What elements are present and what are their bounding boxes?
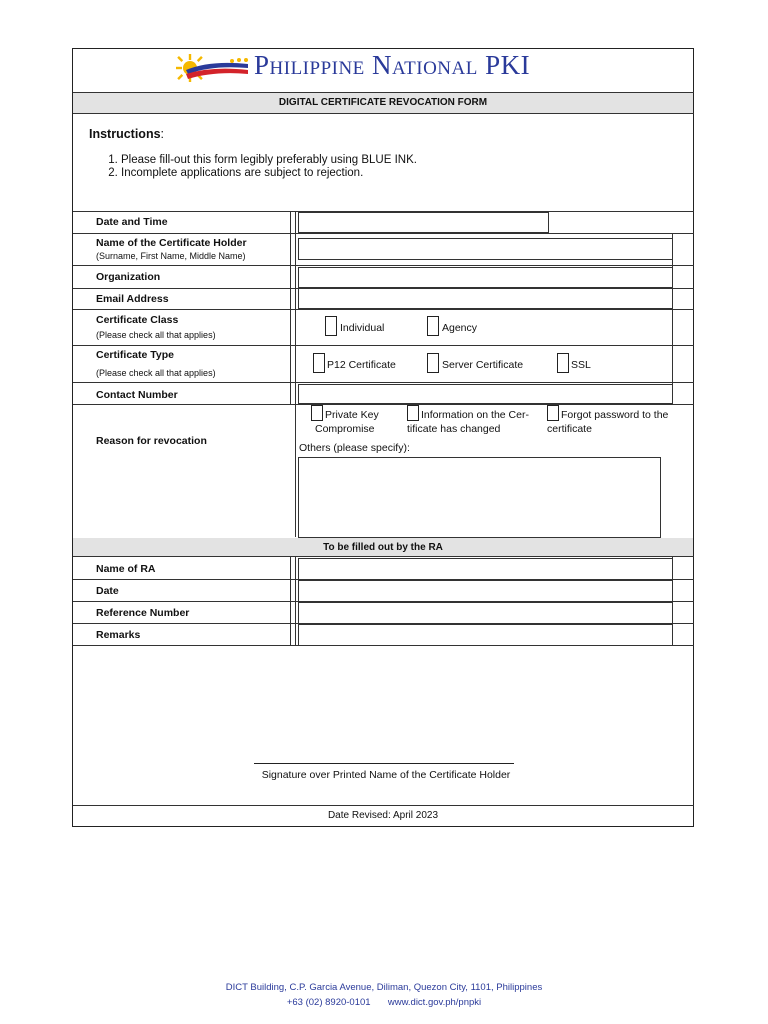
label-date-time: Date and Time: [96, 216, 168, 228]
brand-title: Philippine National PKI: [254, 50, 531, 80]
ra-reference-field[interactable]: [298, 602, 673, 624]
option-agency: Agency: [442, 322, 478, 334]
footer-phone: +63 (02) 8920-0101: [286, 997, 371, 1008]
option-forgot-password-1: Forgot password to the: [561, 409, 669, 421]
hint-cert-type: (Please check all that applies): [96, 368, 216, 378]
pnpki-logo: [176, 52, 256, 84]
hint-holder-name: (Surname, First Name, Middle Name): [96, 251, 246, 261]
footer-address: DICT Building, C.P. Garcia Avenue, Diliman, Quezon City, 1101, Philippines: [225, 982, 543, 993]
label-holder-name: Name of the Certificate Holder: [96, 237, 247, 249]
instruction-item: 1. Please fill-out this form legibly preferably using BLUE INK.: [121, 154, 681, 167]
option-forgot-password-2: certificate: [547, 423, 592, 435]
option-ssl: SSL: [571, 359, 591, 371]
ra-name-field[interactable]: [298, 558, 673, 580]
footer-contact: [0, 997, 768, 1008]
option-p12: P12 Certificate: [327, 359, 396, 371]
holder-name-field[interactable]: [298, 238, 673, 260]
label-ra-reference: Reference Number: [96, 607, 190, 619]
footer-website[interactable]: www.dict.gov.ph/pnpki: [387, 997, 482, 1008]
form-title: DIGITAL CERTIFICATE REVOCATION FORM: [278, 97, 488, 108]
checkbox-server[interactable]: [427, 353, 439, 373]
label-ra-name: Name of RA: [96, 563, 156, 575]
email-field[interactable]: [298, 288, 673, 309]
sun-flag-icon: [176, 52, 256, 84]
label-cert-type: Certificate Type: [96, 349, 174, 361]
label-ra-remarks: Remarks: [96, 629, 141, 641]
ra-section-title: To be filled out by the RA: [323, 542, 443, 553]
option-info-changed-1: Information on the Cer-: [421, 409, 529, 421]
option-server: Server Certificate: [442, 359, 524, 371]
option-individual: Individual: [340, 322, 385, 334]
checkbox-forgot-password[interactable]: [547, 405, 559, 421]
signature-line[interactable]: [254, 763, 514, 764]
option-private-key-2: Compromise: [315, 423, 375, 435]
instructions-list: [88, 154, 681, 180]
label-email: Email Address: [96, 293, 169, 305]
option-info-changed-2: tificate has changed: [407, 423, 501, 435]
checkbox-private-key[interactable]: [311, 405, 323, 421]
label-cert-class: Certificate Class: [96, 314, 179, 326]
hint-cert-class: (Please check all that applies): [96, 330, 216, 340]
ra-date-field[interactable]: [298, 580, 673, 602]
date-time-field[interactable]: [298, 212, 549, 233]
instructions-heading: Instructions:: [89, 127, 165, 141]
signature-caption: Signature over Printed Name of the Certificate Holder: [261, 769, 511, 781]
label-contact: Contact Number: [96, 389, 178, 401]
label-reason: Reason for revocation: [96, 435, 207, 447]
label-organization: Organization: [96, 271, 161, 283]
checkbox-agency[interactable]: [427, 316, 439, 336]
instruction-item: 2. Incomplete applications are subject to rejection.: [121, 167, 681, 180]
checkbox-ssl[interactable]: [557, 353, 569, 373]
label-ra-date: Date: [96, 585, 119, 597]
organization-field[interactable]: [298, 267, 673, 288]
contact-field[interactable]: [298, 384, 673, 404]
ra-remarks-field[interactable]: [298, 624, 673, 646]
checkbox-p12[interactable]: [313, 353, 325, 373]
option-private-key-1: Private Key: [325, 409, 379, 421]
checkbox-info-changed[interactable]: [407, 405, 419, 421]
date-revised: Date Revised: April 2023: [327, 810, 439, 821]
others-textarea[interactable]: [298, 457, 661, 538]
label-others: Others (please specify):: [299, 442, 410, 454]
checkbox-individual[interactable]: [325, 316, 337, 336]
